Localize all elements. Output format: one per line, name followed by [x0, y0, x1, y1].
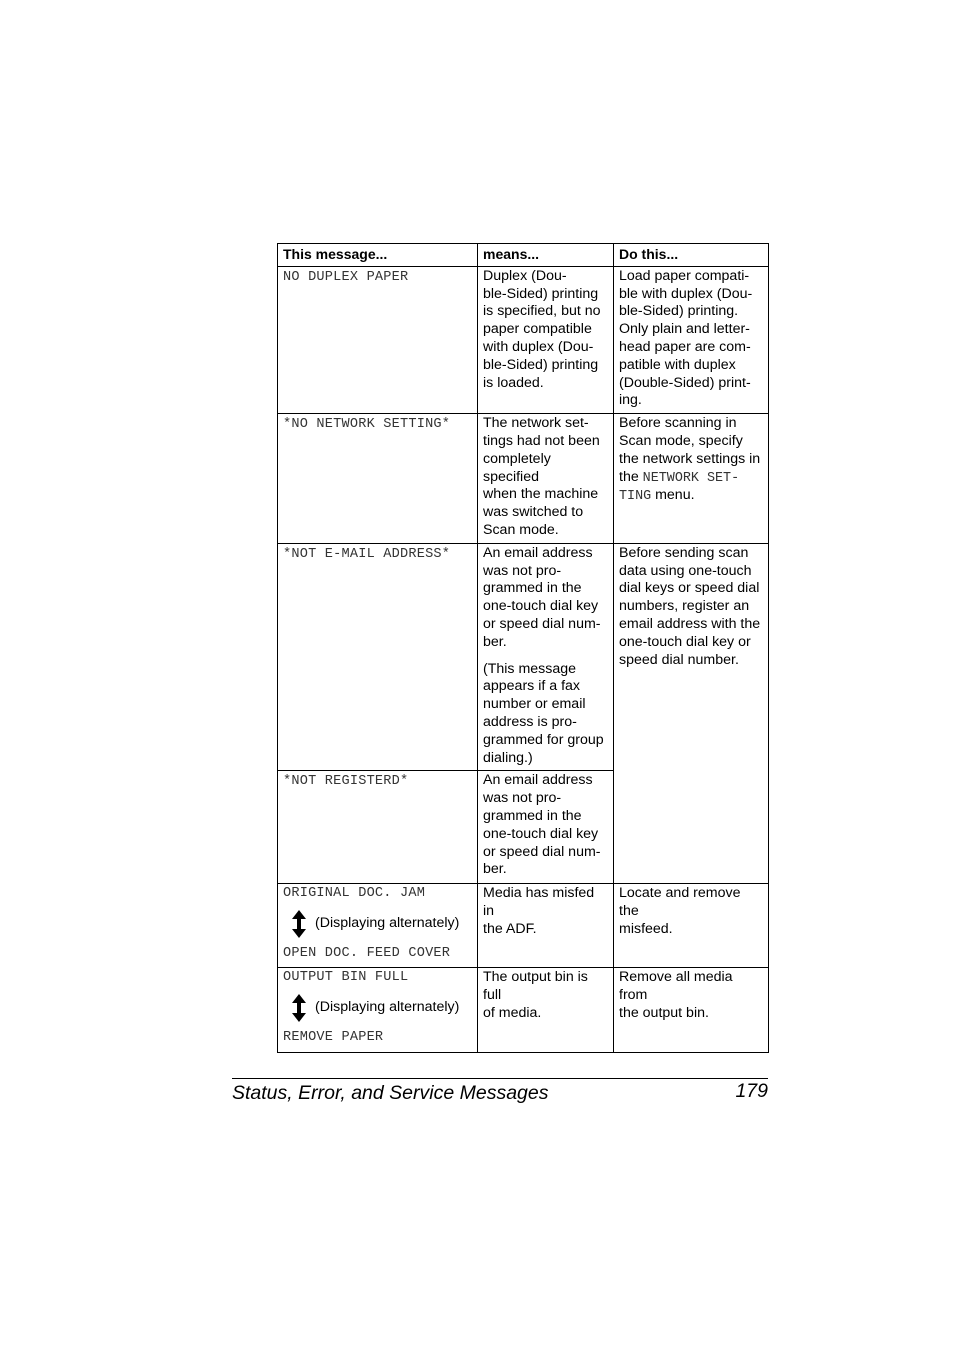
- message-code-alt: OPEN DOC. FEED COVER: [283, 946, 451, 962]
- alternate-indicator: [291, 910, 473, 938]
- menu-name-part2: TING: [619, 489, 652, 505]
- action-text: Before scanning in Scan mode, specify the network settings in the: [619, 415, 761, 485]
- means-text: The network set- tings had not been completely specified when the machine was switched to Scan mode.: [483, 415, 600, 538]
- table-row: [278, 884, 769, 968]
- table-row: [278, 543, 769, 771]
- footer-rule: [232, 1078, 768, 1079]
- message-code: *NOT REGISTERD*: [283, 774, 409, 790]
- means-note: (This message appears if a fax number or email address is pro- grammed for group dialing.): [483, 660, 604, 766]
- message-code: ORIGINAL DOC. JAM: [283, 886, 426, 902]
- message-code: *NO NETWORK SETTING*: [283, 417, 451, 433]
- message-table: [277, 243, 769, 1053]
- footer-title: Status, Error, and Service Messages: [232, 1082, 549, 1104]
- means-text: An email address was not pro- grammed in the one-touch dial key or speed dial num- ber.: [483, 772, 601, 878]
- header-means: means...: [478, 244, 614, 267]
- means-cell: [478, 414, 614, 544]
- message-cell: [278, 543, 478, 771]
- action-cell: [614, 266, 769, 413]
- alternate-label: (Displaying alternately): [315, 915, 460, 932]
- message-cell: [278, 414, 478, 544]
- header-message: This message...: [278, 244, 478, 267]
- message-cell: [278, 266, 478, 413]
- menu-name-part1: NETWORK SET-: [642, 470, 740, 486]
- action-text: Before sending scan data using one-touch dial keys or speed dial numbers, register an email address with the one-touch dial key or speed dial number.: [619, 544, 761, 668]
- alternate-indicator: [291, 994, 473, 1022]
- table-row: [278, 968, 769, 1053]
- action-text: Remove all media from the output bin.: [619, 969, 733, 1021]
- means-text: An email address was not pro- grammed in the one-touch dial key or speed dial num- ber.: [483, 544, 601, 650]
- means-text: Media has misfed in the ADF.: [483, 885, 595, 937]
- means-cell: [478, 266, 614, 413]
- action-cell: [614, 968, 769, 1053]
- table-row: [278, 266, 769, 413]
- message-cell: [278, 771, 478, 884]
- up-down-arrow-icon: [291, 994, 307, 1022]
- action-text: Load paper compati- ble with duplex (Dou- ble-Sided) printing. Only plain and letter- head paper are com- patible with duplex (Double-Sided) print- ing.: [619, 267, 753, 409]
- action-cell: [614, 414, 769, 544]
- means-cell: [478, 771, 614, 884]
- page-number: 179: [735, 1080, 768, 1102]
- message-cell: [278, 968, 478, 1053]
- message-code-alt: REMOVE PAPER: [283, 1030, 384, 1046]
- action-cell: [614, 884, 769, 968]
- message-code: NO DUPLEX PAPER: [283, 269, 409, 285]
- table-row: [278, 414, 769, 544]
- means-cell: [478, 543, 614, 771]
- alternate-label: (Displaying alternately): [315, 999, 460, 1016]
- means-text: The output bin is full of media.: [483, 969, 588, 1021]
- up-down-arrow-icon: [291, 910, 307, 938]
- action-text-end: menu.: [651, 487, 695, 504]
- message-cell: [278, 884, 478, 968]
- table-header-row: [278, 244, 769, 267]
- header-action: Do this...: [614, 244, 769, 267]
- means-cell: [478, 968, 614, 1053]
- means-cell: [478, 884, 614, 968]
- message-code: *NOT E-MAIL ADDRESS*: [283, 546, 451, 562]
- action-text: Locate and remove the misfeed.: [619, 885, 741, 937]
- means-text: Duplex (Dou- ble-Sided) printing is specified, but no paper compatible with duplex (Dou- ble-Sided) printing is loaded.: [483, 267, 601, 391]
- message-code: OUTPUT BIN FULL: [283, 970, 409, 986]
- action-cell: [614, 543, 769, 884]
